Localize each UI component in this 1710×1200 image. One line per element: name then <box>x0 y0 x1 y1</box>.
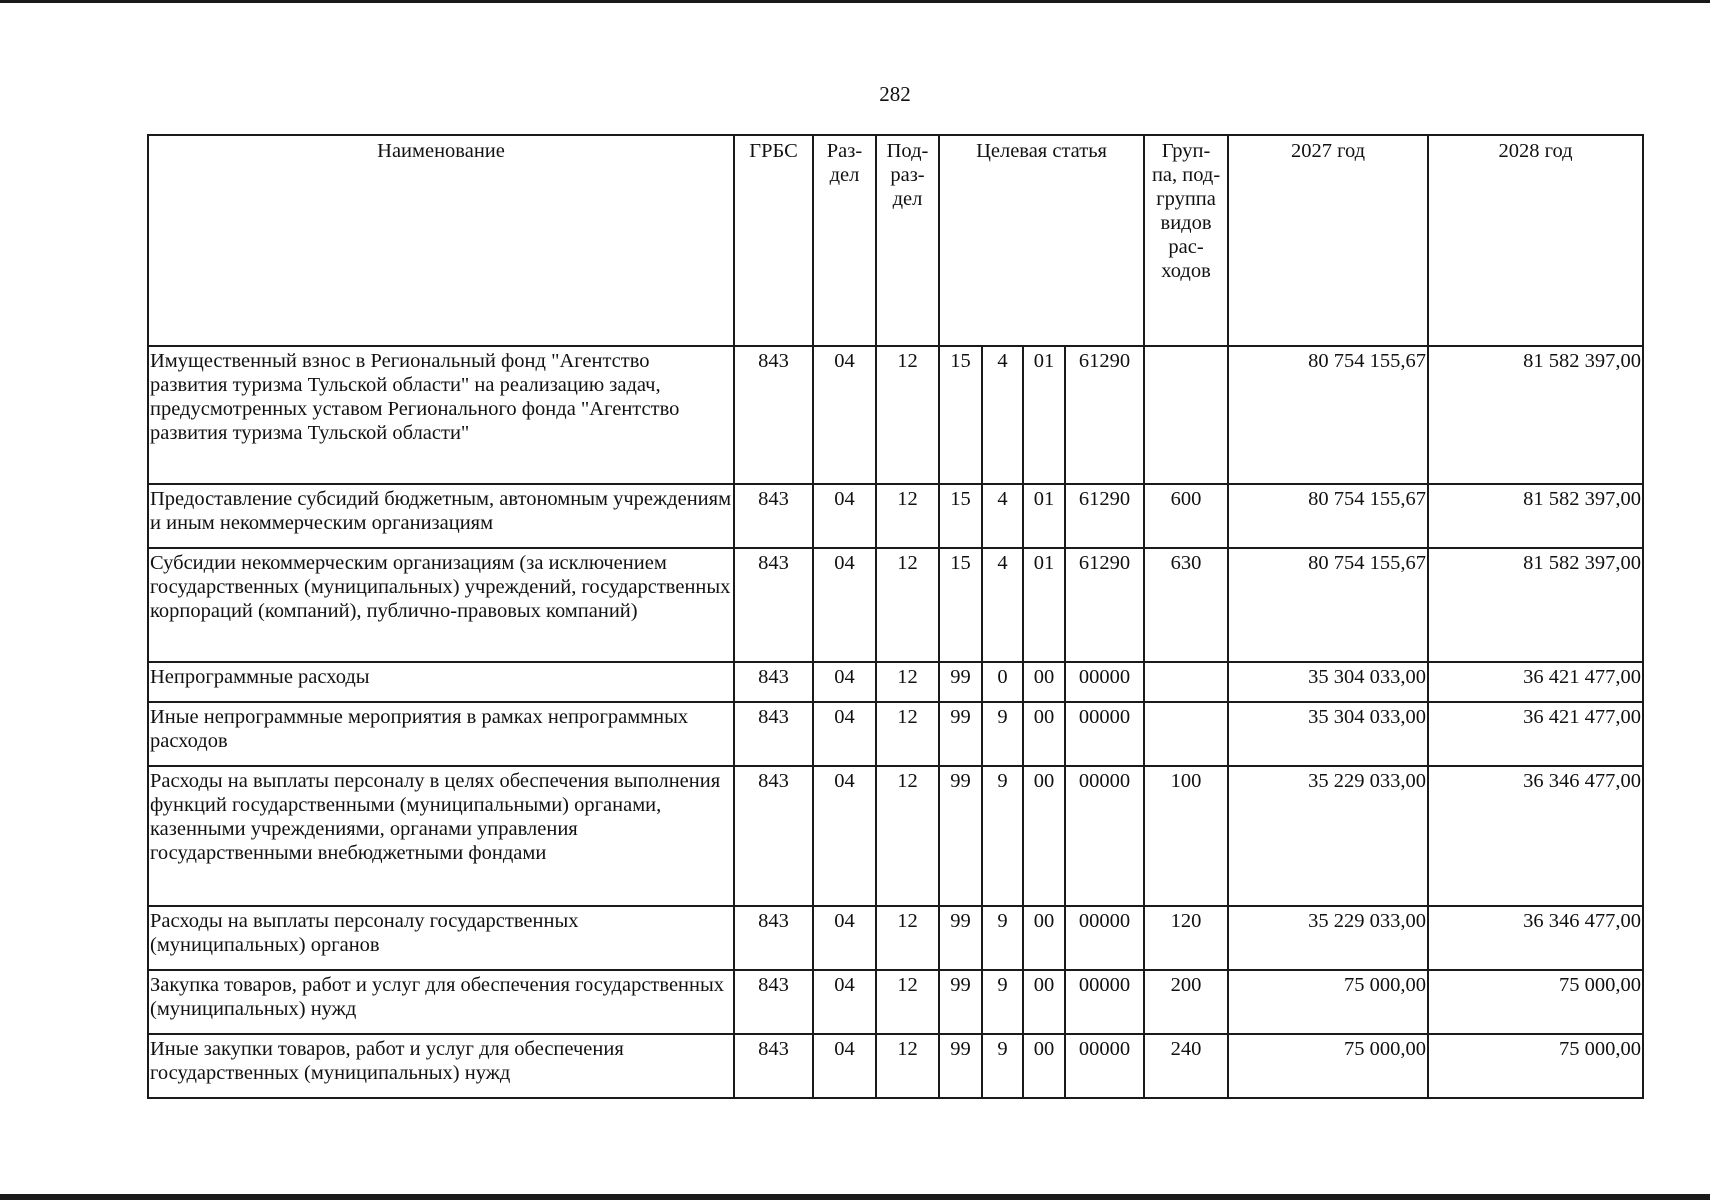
row-target-type: 9 <box>982 702 1023 766</box>
row-razdel: 04 <box>813 484 876 548</box>
header-year-2027: 2027 год <box>1228 135 1428 346</box>
row-razdel: 04 <box>813 1034 876 1098</box>
row-razdel: 04 <box>813 702 876 766</box>
row-razdel: 04 <box>813 970 876 1034</box>
header-name: Наименование <box>148 135 734 346</box>
row-amount-2028: 75 000,00 <box>1428 1034 1643 1098</box>
row-target-type: 4 <box>982 346 1023 484</box>
row-podrazdel: 12 <box>876 970 939 1034</box>
row-name: Субсидии некоммерческим организациям (за исключением государственных (муниципальных) учреждений, государственных корпораций (компаний), публично-правовых компаний) <box>148 548 734 662</box>
row-target-subprogram: 00 <box>1023 702 1065 766</box>
row-expense-group <box>1144 702 1228 766</box>
row-grbs: 843 <box>734 766 813 906</box>
row-target-program: 99 <box>939 906 982 970</box>
row-amount-2028: 36 346 477,00 <box>1428 906 1643 970</box>
table-row <box>148 1034 1643 1098</box>
row-target-type: 4 <box>982 484 1023 548</box>
row-target-subprogram: 01 <box>1023 346 1065 484</box>
row-target-program: 99 <box>939 766 982 906</box>
row-name: Закупка товаров, работ и услуг для обеспечения государственных (муниципальных) нужд <box>148 970 734 1034</box>
row-expense-group: 630 <box>1144 548 1228 662</box>
row-amount-2027: 35 304 033,00 <box>1228 702 1428 766</box>
table-header-row <box>148 135 1643 346</box>
row-podrazdel: 12 <box>876 1034 939 1098</box>
row-expense-group: 240 <box>1144 1034 1228 1098</box>
row-razdel: 04 <box>813 346 876 484</box>
row-razdel: 04 <box>813 662 876 702</box>
row-target-subprogram: 01 <box>1023 548 1065 662</box>
row-razdel: 04 <box>813 548 876 662</box>
row-target-type: 9 <box>982 766 1023 906</box>
row-expense-group <box>1144 662 1228 702</box>
row-amount-2028: 36 421 477,00 <box>1428 702 1643 766</box>
row-target-direction: 61290 <box>1065 484 1144 548</box>
row-name: Иные закупки товаров, работ и услуг для обеспечения государственных (муниципальных) нужд <box>148 1034 734 1098</box>
row-target-subprogram: 00 <box>1023 1034 1065 1098</box>
row-target-direction: 61290 <box>1065 346 1144 484</box>
row-grbs: 843 <box>734 702 813 766</box>
row-target-direction: 00000 <box>1065 702 1144 766</box>
row-name: Расходы на выплаты персоналу государственных (муниципальных) органов <box>148 906 734 970</box>
row-target-direction: 00000 <box>1065 662 1144 702</box>
row-grbs: 843 <box>734 548 813 662</box>
row-target-direction: 00000 <box>1065 1034 1144 1098</box>
row-amount-2027: 75 000,00 <box>1228 1034 1428 1098</box>
page-number: 282 <box>879 82 911 106</box>
row-amount-2027: 75 000,00 <box>1228 970 1428 1034</box>
row-target-program: 15 <box>939 484 982 548</box>
row-expense-group <box>1144 346 1228 484</box>
row-name: Иные непрограммные мероприятия в рамках непрограммных расходов <box>148 702 734 766</box>
table-row <box>148 346 1643 484</box>
row-podrazdel: 12 <box>876 548 939 662</box>
row-target-program: 99 <box>939 970 982 1034</box>
row-amount-2028: 81 582 397,00 <box>1428 346 1643 484</box>
row-target-program: 99 <box>939 702 982 766</box>
row-expense-group: 200 <box>1144 970 1228 1034</box>
row-target-direction: 00000 <box>1065 766 1144 906</box>
row-target-type: 9 <box>982 970 1023 1034</box>
table-row <box>148 548 1643 662</box>
row-amount-2027: 80 754 155,67 <box>1228 346 1428 484</box>
row-name: Имущественный взнос в Региональный фонд "Агентство развития туризма Тульской области" на реализацию задач, предусмотренных уставом Регионального фонда "Агентство развития туризма Тульской области" <box>148 346 734 484</box>
header-target-article: Целевая статья <box>939 135 1144 346</box>
row-razdel: 04 <box>813 906 876 970</box>
row-target-type: 9 <box>982 1034 1023 1098</box>
row-target-subprogram: 00 <box>1023 906 1065 970</box>
header-grbs: ГРБС <box>734 135 813 346</box>
row-target-program: 15 <box>939 548 982 662</box>
row-target-direction: 00000 <box>1065 906 1144 970</box>
row-grbs: 843 <box>734 346 813 484</box>
row-grbs: 843 <box>734 970 813 1034</box>
table-row <box>148 484 1643 548</box>
scan-bottom-edge <box>0 1194 1710 1200</box>
row-target-subprogram: 00 <box>1023 662 1065 702</box>
row-target-program: 99 <box>939 1034 982 1098</box>
row-expense-group: 100 <box>1144 766 1228 906</box>
table-row <box>148 702 1643 766</box>
header-expense-group: Груп- па, под- группа видов рас- ходов <box>1144 135 1228 346</box>
row-expense-group: 600 <box>1144 484 1228 548</box>
row-expense-group: 120 <box>1144 906 1228 970</box>
row-target-type: 4 <box>982 548 1023 662</box>
row-target-subprogram: 01 <box>1023 484 1065 548</box>
row-amount-2028: 81 582 397,00 <box>1428 484 1643 548</box>
budget-table <box>147 134 1644 1099</box>
row-podrazdel: 12 <box>876 662 939 702</box>
row-target-subprogram: 00 <box>1023 766 1065 906</box>
row-grbs: 843 <box>734 906 813 970</box>
row-grbs: 843 <box>734 662 813 702</box>
row-target-type: 9 <box>982 906 1023 970</box>
row-target-program: 15 <box>939 346 982 484</box>
table-row <box>148 662 1643 702</box>
row-grbs: 843 <box>734 1034 813 1098</box>
row-amount-2027: 35 304 033,00 <box>1228 662 1428 702</box>
row-podrazdel: 12 <box>876 766 939 906</box>
row-name: Непрограммные расходы <box>148 662 734 702</box>
row-podrazdel: 12 <box>876 906 939 970</box>
row-amount-2027: 35 229 033,00 <box>1228 766 1428 906</box>
table-row <box>148 970 1643 1034</box>
row-amount-2027: 35 229 033,00 <box>1228 906 1428 970</box>
row-amount-2028: 36 421 477,00 <box>1428 662 1643 702</box>
row-podrazdel: 12 <box>876 346 939 484</box>
table-row <box>148 766 1643 906</box>
row-amount-2028: 81 582 397,00 <box>1428 548 1643 662</box>
row-target-program: 99 <box>939 662 982 702</box>
row-name: Предоставление субсидий бюджетным, автономным учреждениям и иным некоммерческим организациям <box>148 484 734 548</box>
row-podrazdel: 12 <box>876 484 939 548</box>
header-podrazdel: Под- раз- дел <box>876 135 939 346</box>
row-podrazdel: 12 <box>876 702 939 766</box>
row-razdel: 04 <box>813 766 876 906</box>
row-name: Расходы на выплаты персоналу в целях обеспечения выполнения функций государственными (муниципальными) органами, казенными учреждениями, органами управления государственными внебюджетными фондами <box>148 766 734 906</box>
row-amount-2028: 36 346 477,00 <box>1428 766 1643 906</box>
row-amount-2028: 75 000,00 <box>1428 970 1643 1034</box>
row-amount-2027: 80 754 155,67 <box>1228 484 1428 548</box>
header-razdel: Раз- дел <box>813 135 876 346</box>
table-row <box>148 906 1643 970</box>
header-year-2028: 2028 год <box>1428 135 1643 346</box>
row-grbs: 843 <box>734 484 813 548</box>
row-target-subprogram: 00 <box>1023 970 1065 1034</box>
row-target-direction: 61290 <box>1065 548 1144 662</box>
row-target-direction: 00000 <box>1065 970 1144 1034</box>
row-amount-2027: 80 754 155,67 <box>1228 548 1428 662</box>
scan-top-edge <box>0 0 1710 3</box>
row-target-type: 0 <box>982 662 1023 702</box>
